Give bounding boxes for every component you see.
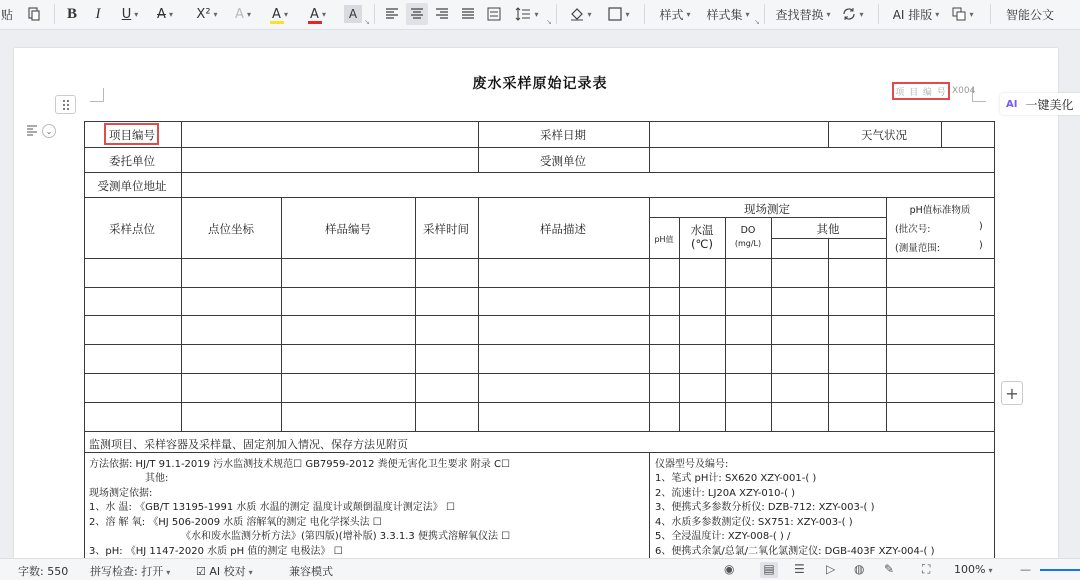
basis-item-3: 3、pH: 《HJ 1147-2020 水质 pH 值的测定 电极法》 ☐ <box>89 546 343 557</box>
project-code-field[interactable]: 项 目 编 号 <box>892 82 950 100</box>
eye-icon[interactable]: ◉ <box>724 562 735 576</box>
chevron-down-icon: ▾ <box>534 9 539 19</box>
zoom-slider[interactable] <box>1040 569 1080 571</box>
col-water-temp: 水温 <box>690 223 714 237</box>
col-other: 其他 <box>816 222 840 236</box>
zoom-out-button[interactable]: — <box>1020 563 1031 576</box>
chevron-down-icon: ▾ <box>283 9 288 19</box>
chevron-down-icon: ▾ <box>988 566 993 575</box>
paragraph-dialog-launcher-icon[interactable]: ↘ <box>546 18 552 26</box>
method-basis: 方法依据: HJ/T 91.1-2019 污水监测技术规范☐ GB7959-2012 粪便无害化卫生要求 附录 C☐ <box>89 459 510 470</box>
pen-icon[interactable]: ✎ <box>884 562 895 576</box>
superscript-button[interactable]: X² ▾ <box>196 6 218 22</box>
basis-item-2b: 《水和废水监测分析方法》(第四版)(增补版) 3.3.1.3 便携式溶解氧仪法 ☐ <box>181 531 511 542</box>
fit-screen-icon[interactable]: ⛶ <box>922 562 931 576</box>
measure-range-close: ) <box>979 240 983 251</box>
italic-button[interactable]: I <box>95 5 101 22</box>
col-ph-value: pH值 <box>654 235 674 244</box>
instrument-2: 2、流速计: LJ20A XZY-010-( ) <box>655 488 796 499</box>
ai-beautify-label: 一键美化 <box>1025 97 1074 112</box>
page-view-icon[interactable]: ▤ <box>760 562 778 578</box>
bold-button[interactable]: B <box>66 5 77 22</box>
chevron-down-icon: ▾ <box>935 9 940 19</box>
chevron-down-icon: ▾ <box>859 9 864 19</box>
col-onsite: 现场测定 <box>744 202 790 216</box>
style-dialog-launcher-icon[interactable]: ↘ <box>754 18 760 26</box>
char-shading-button[interactable]: A <box>344 5 362 23</box>
instrument-1: 1、笔式 pH计: SX620 XZY-001-( ) <box>655 473 817 484</box>
onsite-basis-title: 现场测定依据: <box>89 488 153 499</box>
monitoring-note: 监测项目、采样容器及采样量、固定剂加入情况、保存方法见附页 <box>89 438 408 451</box>
style-set-button[interactable]: 样式集 ▾ <box>706 7 750 22</box>
compat-mode-label: 兼容模式 <box>289 565 333 578</box>
chevron-down-icon: ▾ <box>745 9 750 19</box>
chevron-down-icon: ▾ <box>213 9 218 19</box>
col-sample-desc: 样品描述 <box>540 222 586 236</box>
batch-no-close: ) <box>979 221 983 232</box>
batch-no-label: (批次号: <box>895 224 931 235</box>
instrument-title: 仪器型号及编号: <box>655 459 729 470</box>
project-no-label: 项目编号 <box>109 128 155 142</box>
zoom-level[interactable]: 100% ▾ <box>954 563 993 576</box>
ai-layout-button[interactable]: AI 排版 ▾ <box>892 7 940 22</box>
strikethrough-button[interactable]: A ▾ <box>157 6 173 22</box>
sampling-date-label: 采样日期 <box>540 128 586 142</box>
col-point-coords: 点位坐标 <box>208 222 254 236</box>
instrument-6: 6、便携式余氯/总氯/二氧化氯测定仪: DGB-403F XZY-004-( ) <box>655 546 935 557</box>
text-effect-button[interactable]: A ▾ <box>235 6 251 22</box>
other-basis: 其他: <box>145 473 169 484</box>
chevron-down-icon: ▾ <box>969 9 974 19</box>
tested-unit-address-label: 受测单位地址 <box>97 179 167 193</box>
style-button[interactable]: 样式 ▾ <box>659 7 691 22</box>
col-sampling-time: 采样时间 <box>423 222 469 236</box>
col-ph-std: pH值标准物质 <box>909 205 971 216</box>
chevron-down-icon: ▾ <box>826 9 831 19</box>
col-sample-no: 样品编号 <box>325 222 371 236</box>
chevron-down-icon: ▾ <box>134 9 139 19</box>
play-icon[interactable]: ▷ <box>826 562 836 576</box>
highlight-button[interactable]: A ▾ <box>266 0 294 28</box>
col-water-temp-unit: (℃) <box>691 237 713 251</box>
chevron-down-icon: ▾ <box>248 568 253 577</box>
instrument-4: 4、水质多参数测定仪: SX751: XZY-003-( ) <box>655 517 853 528</box>
outline-view-icon[interactable]: ☰ <box>794 562 805 576</box>
entrusting-unit-label: 委托单位 <box>109 154 155 168</box>
add-row-button[interactable] <box>1001 381 1023 405</box>
document-title: 废水采样原始记录表 <box>472 76 608 92</box>
instrument-3: 3、便携式多参数分析仪: DZB-712: XZY-003-( ) <box>655 502 875 513</box>
smart-doc-button[interactable]: 智能公文 <box>1005 7 1054 22</box>
paste-button[interactable]: 贴 <box>0 7 13 22</box>
weather-label: 天气状况 <box>861 128 907 142</box>
word-count[interactable]: 字数: 550 <box>18 565 69 578</box>
project-code-suffix: X004 <box>952 86 976 96</box>
spell-check-toggle[interactable]: 拼写检查: 打开 ▾ <box>90 565 171 578</box>
chevron-down-icon: ▾ <box>166 568 171 577</box>
col-do: DO <box>740 225 756 236</box>
find-replace-button[interactable]: 查找替换 ▾ <box>775 7 831 22</box>
chevron-down-icon: ▾ <box>246 9 251 19</box>
ai-sparkle-icon: AI <box>1006 98 1018 110</box>
globe-icon[interactable]: ◍ <box>854 562 865 576</box>
ai-proofread-button[interactable]: ☑ AI 校对 ▾ <box>196 565 253 578</box>
col-sampling-point: 采样点位 <box>109 222 155 236</box>
col-do-unit: (mg/L) <box>734 239 762 248</box>
proofread-icon: ☑ <box>196 565 206 578</box>
status-bar <box>0 558 1080 580</box>
basis-item-2: 2、溶 解 氧: 《HJ 506-2009 水质 溶解氧的测定 电化学探头法 ☐ <box>89 517 382 528</box>
font-color-button[interactable]: A ▾ <box>304 0 332 28</box>
chevron-down-icon: ▾ <box>686 9 691 19</box>
measure-range-label: (测量范围: <box>895 243 940 254</box>
basis-item-1: 1、水 温: 《GB/T 13195-1991 水质 水温的测定 温度计或颠倒温度计测定法》 ☐ <box>89 502 455 513</box>
underline-button[interactable]: U ▾ <box>121 6 139 22</box>
instrument-5: 5、全浸温度计: XZY-008-( ) / <box>655 531 791 542</box>
font-dialog-launcher-icon[interactable]: ↘ <box>364 18 370 26</box>
chevron-down-icon: ▾ <box>321 9 326 19</box>
chevron-down-icon: ▾ <box>587 9 592 19</box>
plus-icon: + <box>1005 383 1019 403</box>
chevron-down-icon: ▾ <box>168 9 173 19</box>
chevron-down-icon: ⌄ <box>42 124 56 138</box>
tested-unit-label: 受测单位 <box>540 154 586 168</box>
chevron-down-icon: ▾ <box>625 9 630 19</box>
